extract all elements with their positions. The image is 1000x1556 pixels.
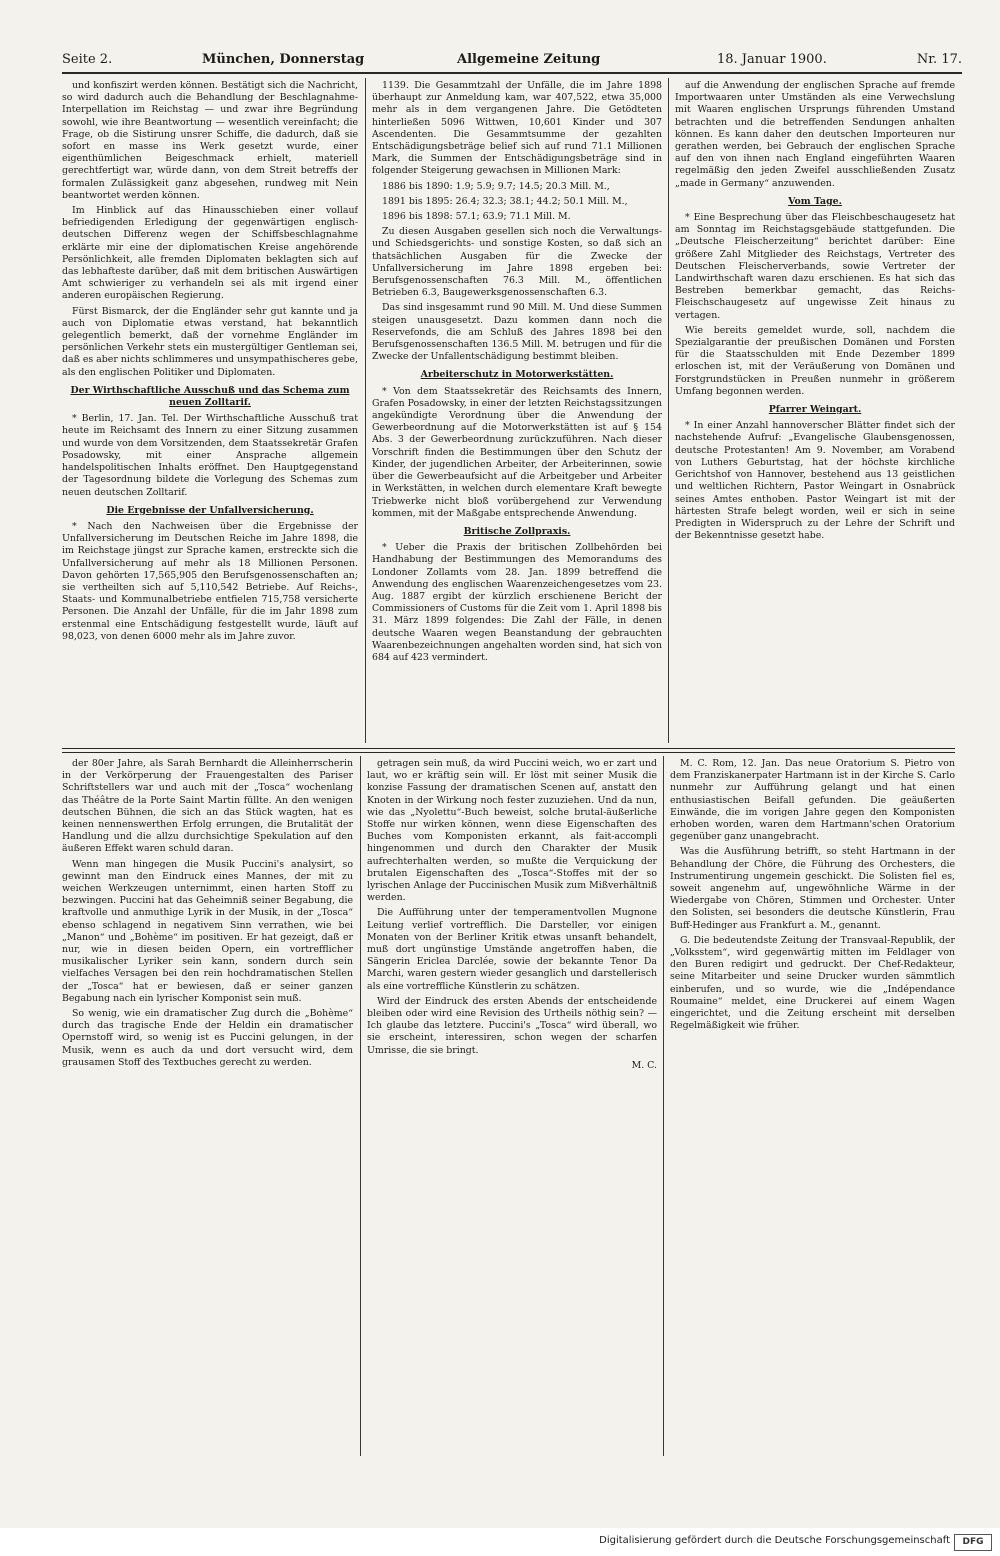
dfg-logo: DFG — [954, 1534, 992, 1551]
column-lower-3 — [670, 758, 955, 1453]
issue-date: 18. Januar 1900. — [717, 52, 827, 67]
article-paragraph: Das sind insgesammt rund 90 Mill. M. Und diese Summen steigen unausgesetzt. Dazu kommen dann noch die Reservefonds, die am Schluß des Jahres 1898 bei den Berufsgenossenschaften 136.5 Mill. M. betrugen und für die Zwecke der Unfallentschädigung bestimmt bleiben. — [372, 302, 662, 363]
article-headline: Arbeiterschutz in Motorwerkstätten. — [420, 369, 614, 381]
column-upper-3 — [675, 80, 955, 740]
article-paragraph: getragen sein muß, da wird Puccini weich, wo er zart und laut, wo er kräftig sein will. Er löst mit seiner Musik die konzise Fassung der dramatischen Scenen auf, anstatt den Knoten in der Wirkung noch fester zuzuziehen. Und da nun, wie das „Nyolettu“-Buch beweist, solche brutal-äußerliche Stoffe nur wirken können, wenn diese Eigenschaften des Buches vom Komponisten erkannt, als fait-accompli hingenommen und durch den Charakter der Musik aufrechterhalten werden, so mußte die Verquickung der brutalen Eigenschaften des „Tosca“-Stoffes mit der so lyrischen Anlage der Puccinischen Musik zum Mißverhältniß werden. — [367, 758, 657, 904]
article-paragraph: * Nach den Nachweisen über die Ergebnisse der Unfallversicherung im Deutschen Reiche im Jahre 1898, die im Reichstage jüngst zur Sprache kamen, erstreckte sich die Unfallversicherung auf mehr als 18 Millionen Personen. Davon gehörten 17,565,905 den Berufsgenossenschaften an; sie vertheilten sich auf 5,110,542 Betriebe. Auf Reichs-, Staats- und Kommunalbetriebe entfielen 715,758 versicherte Personen. Die Anzahl der Unfälle, für die im Jahr 1898 zum erstenmal eine Entschädigung festgestellt wurde, läuft auf 98,023, von denen 6000 mehr als im Jahre zuvor. — [62, 520, 358, 642]
digitization-footer — [0, 1528, 1000, 1556]
article-paragraph: M. C. Rom, 12. Jan. Das neue Oratorium S. Pietro von dem Franziskanerpater Hartmann ist in der Kirche S. Carlo nunmehr zur Aufführung gelangt und hat einen enthusiastischen Beifall gefunden. Die geäußerten Einwände, die im vorigen Jahre gegen den Komponisten erhoben worden, waren dem Hartmann'schen Oratorium gegenüber ganz unangebracht. — [670, 758, 955, 843]
article-paragraph: Wie bereits gemeldet wurde, soll, nachdem die Spezialgarantie der preußischen Domänen und Forsten für die Staatsschulden mit Ende Dezember 1899 erloschen ist, mit der Veräußerung von Domänen und Forstgrundstücken in Preußen nunmehr in größerem Umfang begonnen werden. — [675, 324, 955, 397]
article-paragraph: Wird der Eindruck des ersten Abends der entscheidende bleiben oder wird eine Revision des Urtheils nöthig sein? — Ich glaube das letztere. Puccini's „Tosca“ wird überall, wo sie erscheint, interessiren, schon wegen der scharfen Umrisse, die sie bringt. — [367, 995, 657, 1056]
feuilleton-separator — [62, 748, 955, 753]
column-upper-1 — [62, 80, 358, 740]
article-headline: Die Ergebnisse der Unfallversicherung. — [106, 504, 314, 516]
article-headline: Britische Zollpraxis. — [463, 525, 571, 537]
column-rule — [663, 756, 664, 1456]
article-paragraph: * Berlin, 17. Jan. Tel. Der Wirthschaftliche Ausschuß trat heute im Reichsamt des Innern zu einer Sitzung zusammen und wurde von dem Vorsitzenden, dem Staatssekretär Grafen Posadowsky, mit einer Ansprache allgemein handelspolitischen Inhalts eröffnet. Den Hauptgegenstand der Tagesordnung bildete die Vorlegung des Schemas zum neuen deutschen Zolltarif. — [62, 413, 358, 498]
article-paragraph: Wenn man hingegen die Musik Puccini's analysirt, so gewinnt man den Eindruck eines Mannes, der mit zu weichen Werkzeugen unternimmt, einen harten Stoff zu bezwingen. Puccini hat das Geheimniß seiner Begabung, die kraftvolle und anmuthige Lyrik in der Musik, in der „Tosca“ ebenso schlagend in negativem Sinn verrathen, wie bei „Manon“ und „Bohème“ im positiven. Er hat gezeigt, daß er nur, wie in diesen beiden Opern, ein vortrefflicher musikalischer Lyriker sein kann, sondern durch sein vielfaches Versagen bei den rein hochdramatischen Stellen der „Tosca“ hat er bewiesen, daß er seiner ganzen Begabung nach ein lyrischer Komponist sein muß. — [62, 858, 353, 1004]
article-paragraph: Fürst Bismarck, der die Engländer sehr gut kannte und ja auch von Diplomatie etwas verstand, hat bekanntlich gelegentlich bemerkt, daß der vornehme Engländer im persönlichen Verkehr stets ein mustergültiger Gentleman sei, daß es aber nichts schlimmeres und unsympathischeres gebe, als den englischen Politiker und Diplomaten. — [62, 305, 358, 378]
article-paragraph: und konfiszirt werden können. Bestätigt sich die Nachricht, so wird dadurch auch die Behandlung der Beschlagnahme-Interpellation im Reichstag — und zwar ihre Begründung sowohl, wie ihre Beantwortung — wesentlich vereinfacht; die Frage, ob die Sistirung unsrer Schiffe, die dadurch, daß sie sofort en masse ins Werk gesetzt wurde, einer eigenthümlichen Beigeschmack erhielt, materiell gerechtfertigt war, würde dann, von dem Streit betreffs der formalen Zulässigkeit ganz abgesehen, rundweg mit Nein beantwortet werden können. — [62, 80, 358, 201]
article-paragraph: der 80er Jahre, als Sarah Bernhardt die Alleinherrscherin in der Verkörperung der Frauengestalten des Pariser Schriftstellers war und auch mit der „Tosca“ wochenlang das Théâtre de la Porte Saint Martin füllte. An den wenigen deutschen Bühnen, die sich an das Stück wagten, hat es keinen nennenswerthen Erfolg errungen, die Brutalität der Handlung und die allzu durchsichtige Spekulation auf den äußeren Effekt waren schuld daran. — [62, 758, 353, 855]
masthead — [62, 50, 962, 74]
article-headline: Der Wirthschaftliche Ausschuß und das Schema zum neuen Zolltarif. — [70, 384, 350, 409]
column-lower-2 — [367, 758, 657, 1453]
author-signature: M. C. — [631, 1059, 657, 1071]
page-number: Seite 2. — [62, 52, 113, 67]
column-rule — [360, 756, 361, 1456]
article-paragraph: Die Aufführung unter der temperamentvollen Mugnone Leitung verlief vortrefflich. Die Darsteller, vor einigen Monaten von der Berliner Kritik etwas unsanft behandelt, muß dort ungünstige Umstände angetroffen haben, die Sängerin Ericlea Darclée, sowie der bekannte Tenor Da Marchi, waren gestern wieder gesanglich und darstellerisch als eine vortreffliche Künstlerin zu schätzen. — [367, 907, 657, 992]
article-paragraph: So wenig, wie ein dramatischer Zug durch die „Bohème“ durch das tragische Ende der Heldin ein dramatischer Opernstoff wird, so wenig ist es Puccini gelungen, in der Musik, wenn es auch da und dort versucht wird, dem grausamen Stoff des Textbuches gerecht zu werden. — [62, 1008, 353, 1068]
article-paragraph: G. Die bedeutendste Zeitung der Transvaal-Republik, der „Volksstem“, wird gegenwärtig mitten im Feldlager von den Buren redigirt und gedruckt. Der Chef-Redakteur, seine Mitarbeiter und seine Drucker wurden sämmtlich einberufen, und so wurde, wie die „Indépendance Roumaine“ meldet, eine Druckerei auf einem Wagen eingerichtet, und die Zeitung erscheint mit derselben Regelmäßigkeit wie früher. — [670, 934, 955, 1032]
city-day: München, Donnerstag — [202, 52, 365, 67]
statistics-line: 1891 bis 1895: 26.4; 32.3; 38.1; 44.2; 50.1 Mill. M., — [382, 195, 628, 207]
article-paragraph: * Von dem Staatssekretär des Reichsamts des Innern, Grafen Posadowsky, in einer der letzten Reichstagssitzungen angekündigte Verordnung über die Anwendung der Gewerbeordnung auf die Motorwerkstätten ist auf § 154 Abs. 3 der Gewerbeordnung zurückzuführen. Nach dieser Vorschrift finden die Bestimmungen über den Schutz der Kinder, der jugendlichen Arbeiter, der Arbeiterinnen, sowie über die Gewerbeaufsicht auf die Arbeitgeber und Arbeiter in Werkstätten, in welchen durch elementare Kraft bewegte Triebwerke nicht bloß vorübergehend zur Verwendung kommen, mit der Maßgabe entsprechende Anwendung. — [372, 385, 662, 519]
article-paragraph: Im Hinblick auf das Hinausschieben einer vollauf befriedigenden Erledigung der gegenwärtigen englisch-deutschen Differenz wegen der Schiffsbeschlagnahme erklärte mir eine der diplomatischen Kreise angehörende Persönlichkeit, alle fremden Diplomaten beklagten sich auf das lebhafteste darüber, daß mit dem britischen Auswärtigen Amt schwieriger zu verhandeln sei als mit irgend einer anderen europäischen Regierung. — [62, 205, 358, 302]
column-rule — [365, 78, 366, 743]
column-lower-1 — [62, 758, 353, 1453]
article-headline: Pfarrer Weingart. — [768, 404, 862, 416]
funding-credit: Digitalisierung gefördert durch die Deutsche Forschungsgemeinschaft — [599, 1535, 950, 1546]
article-paragraph: * Ueber die Praxis der britischen Zollbehörden bei Handhabung der Bestimmungen des Memorandums des Londoner Zollamts vom 28. Jan. 1899 betreffend die Anwendung des englischen Waarenzeichengesetzes vom 23. Aug. 1887 ergibt der kürzlich erschienene Bericht der Commissioners of Customs für die Zeit vom 1. April 1898 bis 31. März 1899 folgendes: Die Zahl der Fälle, in denen deutsche Waaren wegen Beanstandung der gebrauchten Waarenbezeichnungen angehalten worden sind, hat sich von 684 auf 423 vermindert. — [372, 542, 662, 663]
article-paragraph: * Eine Besprechung über das Fleischbeschaugesetz hat am Sonntag im Reichstagsgebäude stattgefunden. Die „Deutsche Fleischerzeitung“ berichtet darüber: Eine größere Zahl Mitglieder des Reichstags, Vertreter des Deutschen Fleischerverbands, sowie Vertreter der Landwirthschaft waren dazu erschienen. Es hat sich das Bestreben bemerkbar gemacht, das Reichs-Fleischschaugesetz auf ungewisse Zeit hinaus zu vertagen. — [675, 212, 955, 321]
column-rule — [668, 78, 669, 743]
article-paragraph: Zu diesen Ausgaben gesellen sich noch die Verwaltungs- und Schiedsgerichts- und sonstige Kosten, so daß sich an thatsächlichen Ausgaben für die Zwecke der Unfallversicherung im Jahre 1898 ergeben bei: Berufsgenossenschaften 76.3 Mill. M., öffentlichen Betrieben 6.3, Baugewerksgenossenschaften 6.3. — [372, 226, 662, 299]
statistics-line: 1886 bis 1890: 1.9; 5.9; 9.7; 14.5; 20.3 Mill. M., — [382, 180, 610, 192]
article-paragraph: Was die Ausführung betrifft, so steht Hartmann in der Behandlung der Chöre, die Führung des Orchesters, die Instrumentirung ungemein geschickt. Die Solisten fiel es, soweit angenehm auf, ungewöhnliche Wärme in der Wiedergabe von Chören, Stimmen und Orchester. Unter den Solisten, sei besonders die deutsche Künstlerin, Frau Buff-Hedinger aus Frankfurt a. M., genannt. — [670, 846, 955, 931]
issue-number: Nr. 17. — [916, 52, 962, 67]
statistics-line: 1896 bis 1898: 57.1; 63.9; 71.1 Mill. M. — [382, 211, 571, 223]
column-upper-2 — [372, 80, 662, 740]
paper-title: Allgemeine Zeitung — [457, 52, 601, 67]
article-paragraph: auf die Anwendung der englischen Sprache auf fremde Importwaaren unter Umständen als eine Verwechslung mit Waaren englischen Ursprungs führenden Umstand betrachten und die betreffenden Sendungen anhalten können. Es kann daher den deutschen Importeuren nur gerathen werden, bei Gebrauch der englischen Sprache auf den von ihnen nach England eingeführten Waaren regelmäßig den jeden Zweifel ausschließenden Zusatz „made in Germany“ anzuwenden. — [675, 80, 955, 189]
article-headline: Vom Tage. — [788, 195, 842, 207]
article-paragraph: 1139. Die Gesammtzahl der Unfälle, die im Jahre 1898 überhaupt zur Anmeldung kam, war 407,522, etwa 35,000 mehr als in dem vergangenen Jahre. Die Getödteten hinterließen 5096 Wittwen, 10,601 Kinder und 307 Ascendenten. Die Gesammtsumme der gezahlten Entschädigungsbeträge belief sich auf rund 71.1 Millionen Mark, die Summen der Entschädigungsbeträge sind in folgender Steigerung gewachsen in Millionen Mark: — [372, 80, 662, 177]
article-paragraph: * In einer Anzahl hannoverscher Blätter findet sich der nachstehende Aufruf: „Evangelische Glaubensgenossen, deutsche Protestanten! Am 9. November, am Vorabend von Luthers Geburtstag, hat der höchste kirchliche Gerichtshof von Hannover, bestehend aus 13 geistlichen und weltlichen Richtern, Pastor Weingart in Osnabrück seines Amtes enthoben. Pastor Weingart ist mit der härtesten Strafe belegt worden, weil er sich in seine Predigten in Widerspruch zu der Lehre der Schrift und der Bekenntnisse gesetzt habe. — [675, 420, 955, 542]
